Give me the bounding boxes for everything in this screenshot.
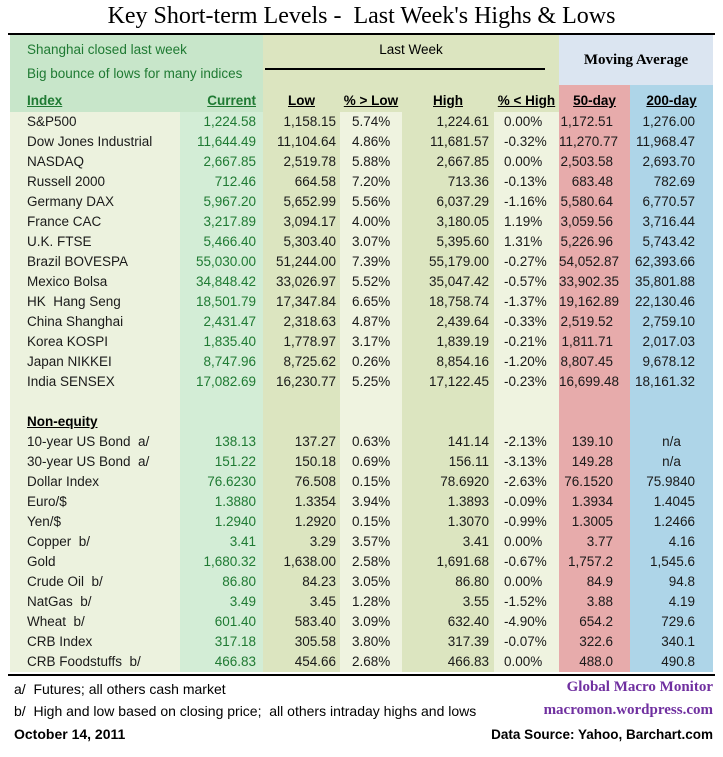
table-row xyxy=(10,272,713,292)
index-name-cell: Crude Oil b/ xyxy=(10,572,180,592)
ma-200day-cell: 62,393.66 xyxy=(630,252,713,272)
current-value-cell xyxy=(180,392,263,412)
index-name-cell: NASDAQ xyxy=(10,152,180,172)
table-row xyxy=(10,412,713,432)
ma-200day-cell xyxy=(630,392,713,412)
low-value-cell: 1.2920 xyxy=(263,512,340,532)
ma-50day-cell: 1.3005 xyxy=(559,512,630,532)
low-value-cell: 5,303.40 xyxy=(263,232,340,252)
current-value-cell: 86.80 xyxy=(180,572,263,592)
table-row xyxy=(10,252,713,272)
last-week-label: Last Week xyxy=(379,42,443,57)
pct-above-low-cell: 5.88% xyxy=(340,152,402,172)
current-value-cell: 2,431.47 xyxy=(180,312,263,332)
pct-below-high-cell: -1.16% xyxy=(494,192,559,212)
table-row xyxy=(10,512,713,532)
high-value-cell: 35,047.42 xyxy=(402,272,494,292)
ma-200day-cell: 5,743.42 xyxy=(630,232,713,252)
ma-200day-cell: 2,017.03 xyxy=(630,332,713,352)
index-name-cell: Dollar Index xyxy=(10,472,180,492)
table-row xyxy=(10,392,713,412)
index-name-cell: NatGas b/ xyxy=(10,592,180,612)
current-value-cell: 3.41 xyxy=(180,532,263,552)
table-row xyxy=(10,352,713,372)
high-value-cell: 1.3070 xyxy=(402,512,494,532)
current-value-cell: 138.13 xyxy=(180,432,263,452)
ma-200day-cell: 2,693.70 xyxy=(630,152,713,172)
ma-200day-cell: 4.19 xyxy=(630,592,713,612)
data-source-note: Data Source: Yahoo, Barchart.com xyxy=(491,727,713,742)
ma-50day-cell xyxy=(559,392,630,412)
pct-below-high-cell: -0.21% xyxy=(494,332,559,352)
pct-above-low-cell: 0.63% xyxy=(340,432,402,452)
pct-above-low-cell xyxy=(340,392,402,412)
ma-200day-cell: 1,545.6 xyxy=(630,552,713,572)
pct-above-low-cell: 2.58% xyxy=(340,552,402,572)
ma-50day-cell: 3,059.56 xyxy=(559,212,630,232)
table-row xyxy=(10,552,713,572)
ma-50day-cell: 322.6 xyxy=(559,632,630,652)
low-value-cell: 1,638.00 xyxy=(263,552,340,572)
ma-50day-cell: 2,503.58 xyxy=(559,152,630,172)
index-name-cell: U.K. FTSE xyxy=(10,232,180,252)
index-name-cell: Dow Jones Industrial xyxy=(10,132,180,152)
high-value-cell: 466.83 xyxy=(402,652,494,672)
ma-200day-cell: 490.8 xyxy=(630,652,713,672)
pct-above-low-cell: 7.20% xyxy=(340,172,402,192)
low-value-cell xyxy=(263,412,340,432)
high-value-cell: 2,439.64 xyxy=(402,312,494,332)
high-value-cell: 17,122.45 xyxy=(402,372,494,392)
column-header-pct-below-high: % < High xyxy=(494,85,559,112)
ma-50day-cell xyxy=(559,412,630,432)
pct-above-low-cell: 3.17% xyxy=(340,332,402,352)
pct-below-high-cell: -0.57% xyxy=(494,272,559,292)
table-row xyxy=(10,172,713,192)
pct-above-low-cell xyxy=(340,412,402,432)
high-value-cell: 78.6920 xyxy=(402,472,494,492)
ma-50day-cell: 33,902.35 xyxy=(559,272,630,292)
ma-50day-cell: 1,811.71 xyxy=(559,332,630,352)
index-name-cell: Euro/$ xyxy=(10,492,180,512)
low-value-cell: 17,347.84 xyxy=(263,292,340,312)
ma-200day-cell: n/a xyxy=(630,452,713,472)
ma-200day-cell: 35,801.88 xyxy=(630,272,713,292)
table-row xyxy=(10,192,713,212)
index-name-cell: Gold xyxy=(10,552,180,572)
pct-below-high-cell: 1.31% xyxy=(494,232,559,252)
ma-200day-cell: 22,130.46 xyxy=(630,292,713,312)
low-value-cell xyxy=(263,392,340,412)
footnote-a: a/ Futures; all others cash market xyxy=(14,681,226,697)
ma-200day-cell: 94.8 xyxy=(630,572,713,592)
low-value-cell: 3.29 xyxy=(263,532,340,552)
ma-200day-cell: n/a xyxy=(630,432,713,452)
table-row xyxy=(10,532,713,552)
current-value-cell: 317.18 xyxy=(180,632,263,652)
pct-above-low-cell: 5.74% xyxy=(340,112,402,132)
low-value-cell: 3.45 xyxy=(263,592,340,612)
high-value-cell: 317.39 xyxy=(402,632,494,652)
current-value-cell: 1,224.58 xyxy=(180,112,263,132)
pct-above-low-cell: 4.00% xyxy=(340,212,402,232)
pct-below-high-cell: -1.37% xyxy=(494,292,559,312)
high-value-cell: 1.3893 xyxy=(402,492,494,512)
low-value-cell: 3,094.17 xyxy=(263,212,340,232)
low-value-cell: 305.58 xyxy=(263,632,340,652)
index-name-cell: Korea KOSPI xyxy=(10,332,180,352)
column-header-current: Current xyxy=(180,85,263,112)
table-row xyxy=(10,472,713,492)
pct-below-high-cell: -4.90% xyxy=(494,612,559,632)
index-name-cell: 30-year US Bond a/ xyxy=(10,452,180,472)
pct-above-low-cell: 5.25% xyxy=(340,372,402,392)
ma-200day-cell: 1,276.00 xyxy=(630,112,713,132)
pct-below-high-cell: 1.19% xyxy=(494,212,559,232)
index-name-cell: Russell 2000 xyxy=(10,172,180,192)
high-value-cell: 5,395.60 xyxy=(402,232,494,252)
current-value-cell: 76.6230 xyxy=(180,472,263,492)
current-value-cell xyxy=(180,412,263,432)
current-value-cell: 17,082.69 xyxy=(180,372,263,392)
pct-below-high-cell: 0.00% xyxy=(494,572,559,592)
table-body xyxy=(10,112,713,672)
index-name-cell: 10-year US Bond a/ xyxy=(10,432,180,452)
index-name-cell: Wheat b/ xyxy=(10,612,180,632)
index-name-cell: Yen/$ xyxy=(10,512,180,532)
last-week-band xyxy=(263,35,559,85)
pct-above-low-cell: 3.07% xyxy=(340,232,402,252)
table-bottom-line xyxy=(8,674,715,676)
pct-above-low-cell: 3.05% xyxy=(340,572,402,592)
low-value-cell: 51,244.00 xyxy=(263,252,340,272)
ma-50day-cell: 683.48 xyxy=(559,172,630,192)
table-row xyxy=(10,612,713,632)
report-date: October 14, 2011 xyxy=(14,726,126,742)
table-row xyxy=(10,592,713,612)
ma-50day-cell: 488.0 xyxy=(559,652,630,672)
table-row xyxy=(10,152,713,172)
current-value-cell: 601.40 xyxy=(180,612,263,632)
pct-above-low-cell: 3.94% xyxy=(340,492,402,512)
current-value-cell: 1.3880 xyxy=(180,492,263,512)
pct-above-low-cell: 5.52% xyxy=(340,272,402,292)
high-value-cell: 141.14 xyxy=(402,432,494,452)
index-name-cell: S&P500 xyxy=(10,112,180,132)
current-value-cell: 11,644.49 xyxy=(180,132,263,152)
pct-below-high-cell: -0.99% xyxy=(494,512,559,532)
low-value-cell: 16,230.77 xyxy=(263,372,340,392)
table-row xyxy=(10,492,713,512)
low-value-cell: 137.27 xyxy=(263,432,340,452)
index-name-cell: Germany DAX xyxy=(10,192,180,212)
pct-below-high-cell: 0.00% xyxy=(494,152,559,172)
ma-50day-cell: 5,226.96 xyxy=(559,232,630,252)
column-header-index: Index xyxy=(10,85,180,112)
index-name-cell: Mexico Bolsa xyxy=(10,272,180,292)
ma-50day-cell: 5,580.64 xyxy=(559,192,630,212)
ma-200day-cell xyxy=(630,412,713,432)
ma-200day-cell: 4.16 xyxy=(630,532,713,552)
index-name-cell: Copper b/ xyxy=(10,532,180,552)
pct-below-high-cell: -0.23% xyxy=(494,372,559,392)
pct-below-high-cell: -3.13% xyxy=(494,452,559,472)
column-header-pct-above-low: % > Low xyxy=(340,85,402,112)
pct-above-low-cell: 3.80% xyxy=(340,632,402,652)
ma-50day-cell: 1,172.51 xyxy=(559,112,630,132)
low-value-cell: 76.508 xyxy=(263,472,340,492)
table-row xyxy=(10,332,713,352)
current-value-cell: 1,835.40 xyxy=(180,332,263,352)
pct-above-low-cell: 0.69% xyxy=(340,452,402,472)
index-name-cell: China Shanghai xyxy=(10,312,180,332)
index-name-cell: India SENSEX xyxy=(10,372,180,392)
table-header xyxy=(10,35,713,112)
ma-50day-cell: 2,519.52 xyxy=(559,312,630,332)
high-value-cell: 8,854.16 xyxy=(402,352,494,372)
table-row xyxy=(10,212,713,232)
pct-below-high-cell: 0.00% xyxy=(494,532,559,552)
low-value-cell: 1.3354 xyxy=(263,492,340,512)
pct-above-low-cell: 2.68% xyxy=(340,652,402,672)
header-note-1: Shanghai closed last week xyxy=(27,42,187,57)
moving-average-label: Moving Average xyxy=(559,35,713,85)
ma-50day-cell: 3.77 xyxy=(559,532,630,552)
current-value-cell: 3.49 xyxy=(180,592,263,612)
table-row xyxy=(10,372,713,392)
section-label: Non-equity xyxy=(10,412,180,432)
last-week-underline xyxy=(265,68,545,70)
low-value-cell: 150.18 xyxy=(263,452,340,472)
current-value-cell: 8,747.96 xyxy=(180,352,263,372)
pct-above-low-cell: 1.28% xyxy=(340,592,402,612)
table-row xyxy=(10,232,713,252)
ma-50day-cell: 19,162.89 xyxy=(559,292,630,312)
page-title: Key Short-term Levels - Last Week's Highs & Lows xyxy=(107,3,616,29)
high-value-cell: 18,758.74 xyxy=(402,292,494,312)
high-value-cell: 3,180.05 xyxy=(402,212,494,232)
high-value-cell: 2,667.85 xyxy=(402,152,494,172)
pct-below-high-cell: -0.13% xyxy=(494,172,559,192)
low-value-cell: 583.40 xyxy=(263,612,340,632)
low-value-cell: 33,026.97 xyxy=(263,272,340,292)
ma-50day-cell: 11,270.77 xyxy=(559,132,630,152)
table-row xyxy=(10,292,713,312)
pct-above-low-cell: 0.26% xyxy=(340,352,402,372)
index-name-cell: Japan NIKKEI xyxy=(10,352,180,372)
low-value-cell: 2,318.63 xyxy=(263,312,340,332)
pct-below-high-cell: -0.07% xyxy=(494,632,559,652)
ma-200day-cell: 2,759.10 xyxy=(630,312,713,332)
current-value-cell: 1,680.32 xyxy=(180,552,263,572)
current-value-cell: 5,967.20 xyxy=(180,192,263,212)
high-value-cell: 3.41 xyxy=(402,532,494,552)
low-value-cell: 5,652.99 xyxy=(263,192,340,212)
index-name-cell: CRB Foodstuffs b/ xyxy=(10,652,180,672)
footnote-b: b/ High and low based on closing price; all others intraday highs and lows xyxy=(14,703,477,719)
ma-200day-cell: 11,968.47 xyxy=(630,132,713,152)
current-value-cell: 55,030.00 xyxy=(180,252,263,272)
table-row xyxy=(10,432,713,452)
pct-above-low-cell: 7.39% xyxy=(340,252,402,272)
ma-200day-cell: 18,161.32 xyxy=(630,372,713,392)
pct-above-low-cell: 4.86% xyxy=(340,132,402,152)
table-row xyxy=(10,572,713,592)
index-name-cell xyxy=(10,392,180,412)
current-value-cell: 712.46 xyxy=(180,172,263,192)
pct-below-high-cell: -1.52% xyxy=(494,592,559,612)
high-value-cell: 632.40 xyxy=(402,612,494,632)
ma-50day-cell: 54,052.87 xyxy=(559,252,630,272)
pct-below-high-cell: -2.13% xyxy=(494,432,559,452)
table-row xyxy=(10,312,713,332)
high-value-cell: 55,179.00 xyxy=(402,252,494,272)
header-note-2: Big bounce of lows for many indices xyxy=(27,66,243,81)
high-value-cell: 1,839.19 xyxy=(402,332,494,352)
pct-above-low-cell: 3.57% xyxy=(340,532,402,552)
index-name-cell: HK Hang Seng xyxy=(10,292,180,312)
column-header-50-day: 50-day xyxy=(559,85,630,112)
low-value-cell: 1,778.97 xyxy=(263,332,340,352)
ma-50day-cell: 149.28 xyxy=(559,452,630,472)
ma-200day-cell: 6,770.57 xyxy=(630,192,713,212)
table-row xyxy=(10,452,713,472)
brand-name: Global Macro Monitor xyxy=(566,679,713,695)
low-value-cell: 84.23 xyxy=(263,572,340,592)
ma-50day-cell: 654.2 xyxy=(559,612,630,632)
pct-below-high-cell: 0.00% xyxy=(494,652,559,672)
current-value-cell: 34,848.42 xyxy=(180,272,263,292)
pct-below-high-cell: -0.67% xyxy=(494,552,559,572)
high-value-cell: 86.80 xyxy=(402,572,494,592)
high-value-cell xyxy=(402,392,494,412)
low-value-cell: 2,519.78 xyxy=(263,152,340,172)
ma-200day-cell: 340.1 xyxy=(630,632,713,652)
high-value-cell: 6,037.29 xyxy=(402,192,494,212)
pct-above-low-cell: 0.15% xyxy=(340,472,402,492)
pct-above-low-cell: 0.15% xyxy=(340,512,402,532)
current-value-cell: 3,217.89 xyxy=(180,212,263,232)
high-value-cell: 1,691.68 xyxy=(402,552,494,572)
header-notes xyxy=(10,35,263,85)
pct-above-low-cell: 5.56% xyxy=(340,192,402,212)
column-header-low: Low xyxy=(263,85,340,112)
high-value-cell: 1,224.61 xyxy=(402,112,494,132)
pct-below-high-cell xyxy=(494,392,559,412)
current-value-cell: 1.2940 xyxy=(180,512,263,532)
pct-above-low-cell: 6.65% xyxy=(340,292,402,312)
ma-200day-cell: 3,716.44 xyxy=(630,212,713,232)
pct-below-high-cell: -0.27% xyxy=(494,252,559,272)
pct-below-high-cell: -1.20% xyxy=(494,352,559,372)
high-value-cell: 11,681.57 xyxy=(402,132,494,152)
ma-200day-cell: 1.2466 xyxy=(630,512,713,532)
ma-200day-cell: 75.9840 xyxy=(630,472,713,492)
pct-below-high-cell: -0.32% xyxy=(494,132,559,152)
ma-50day-cell: 1,757.2 xyxy=(559,552,630,572)
ma-50day-cell: 1.3934 xyxy=(559,492,630,512)
table-row xyxy=(10,132,713,152)
ma-50day-cell: 8,807.45 xyxy=(559,352,630,372)
low-value-cell: 664.58 xyxy=(263,172,340,192)
high-value-cell: 3.55 xyxy=(402,592,494,612)
ma-50day-cell: 16,699.48 xyxy=(559,372,630,392)
ma-50day-cell: 139.10 xyxy=(559,432,630,452)
ma-200day-cell: 1.4045 xyxy=(630,492,713,512)
low-value-cell: 1,158.15 xyxy=(263,112,340,132)
ma-200day-cell: 9,678.12 xyxy=(630,352,713,372)
pct-below-high-cell: -2.63% xyxy=(494,472,559,492)
table-row xyxy=(10,632,713,652)
index-name-cell: CRB Index xyxy=(10,632,180,652)
current-value-cell: 18,501.79 xyxy=(180,292,263,312)
pct-above-low-cell: 4.87% xyxy=(340,312,402,332)
high-value-cell: 156.11 xyxy=(402,452,494,472)
pct-below-high-cell: -0.33% xyxy=(494,312,559,332)
high-value-cell: 713.36 xyxy=(402,172,494,192)
ma-50day-cell: 76.1520 xyxy=(559,472,630,492)
ma-50day-cell: 84.9 xyxy=(559,572,630,592)
high-value-cell xyxy=(402,412,494,432)
brand-url-link[interactable]: macromon.wordpress.com xyxy=(543,702,713,718)
column-header-200-day: 200-day xyxy=(630,85,713,112)
pct-below-high-cell: 0.00% xyxy=(494,112,559,132)
current-value-cell: 5,466.40 xyxy=(180,232,263,252)
index-name-cell: France CAC xyxy=(10,212,180,232)
ma-50day-cell: 3.88 xyxy=(559,592,630,612)
low-value-cell: 8,725.62 xyxy=(263,352,340,372)
pct-below-high-cell xyxy=(494,412,559,432)
current-value-cell: 151.22 xyxy=(180,452,263,472)
table-row xyxy=(10,112,713,132)
pct-below-high-cell: -0.09% xyxy=(494,492,559,512)
ma-200day-cell: 729.6 xyxy=(630,612,713,632)
low-value-cell: 11,104.64 xyxy=(263,132,340,152)
column-header-high: High xyxy=(402,85,494,112)
index-name-cell: Brazil BOVESPA xyxy=(10,252,180,272)
low-value-cell: 454.66 xyxy=(263,652,340,672)
current-value-cell: 466.83 xyxy=(180,652,263,672)
ma-200day-cell: 782.69 xyxy=(630,172,713,192)
table-row xyxy=(10,652,713,672)
current-value-cell: 2,667.85 xyxy=(180,152,263,172)
pct-above-low-cell: 3.09% xyxy=(340,612,402,632)
